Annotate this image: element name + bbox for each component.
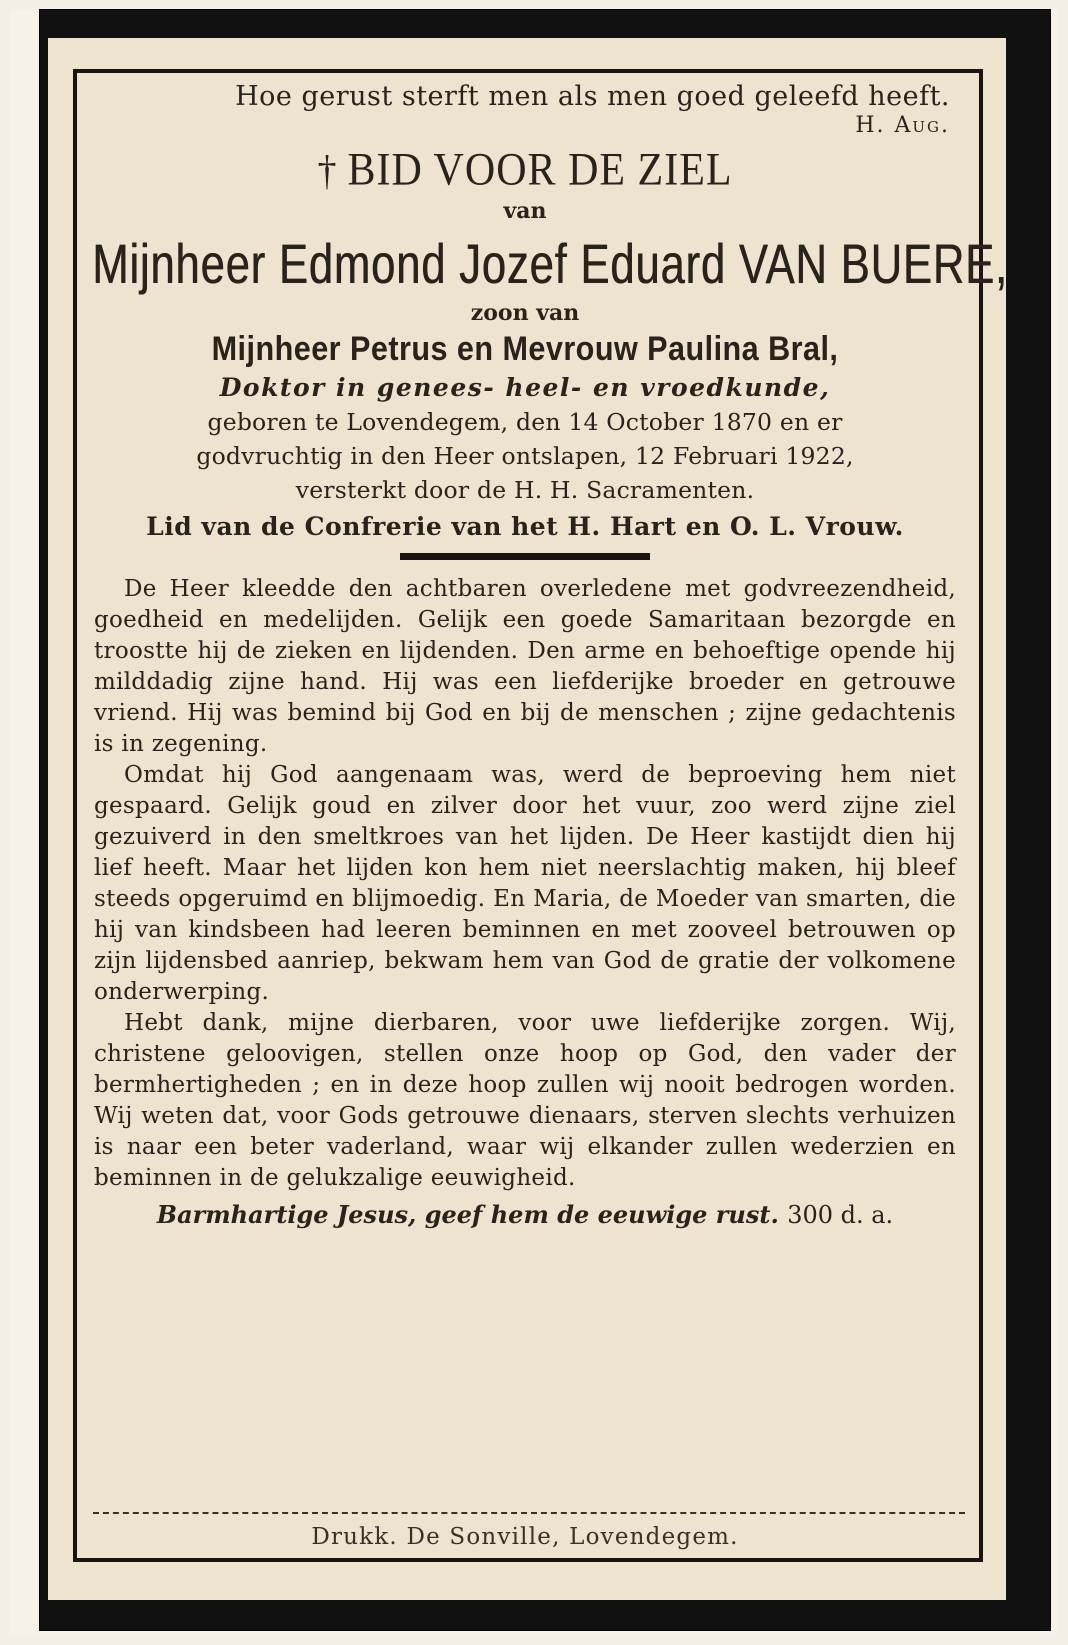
epigraph-quote: Hoe gerust sterft men als men goed geleefd heeft. <box>235 81 950 112</box>
prayer-heading <box>90 141 960 199</box>
paragraph-text: Omdat hij God aangenaam was, werd de beproeving hem niet gespaard. Gelijk goud en zilver door het vuur, zoo werd zijne ziel gezuiverd in den smeltkroes van het lijden. De Heer kastijdt dien hij lief heeft. Maar het lijden kon hem niet neerslachtig maken, hij bleef steeds opgeruimd en blijmoedig. En Maria, de Moeder van smarten, die hij van kindsbeen had leeren beminnen en met zooveel betrouwen op zijn lijdensbed aanriep, bekwam hem van God de gratie der volkomene onderwerping. <box>94 762 956 1005</box>
dashed-separator <box>93 1512 965 1514</box>
divider <box>400 553 650 560</box>
son-of: zoon van <box>470 300 580 326</box>
sacraments-line: versterkt door de H. H. Sacramenten. <box>295 476 755 504</box>
death-line: godvruchtig in den Heer ontslapen, 12 Februari 1922, <box>196 442 854 470</box>
parents-names: Mijnheer Petrus en Mevrouw Paulina Bral, <box>211 330 839 368</box>
paragraph-text: De Heer kleedde den achtbaren overledene met godvreezendheid, goedheid en medelijden. Gelijk een goede Samaritaan bezorgde en troostte hij de zieken en lijdenden. Den arme en behoeftige opende hij milddadig zijne hand. Hij was een liefderijke broeder en getrouwe vriend. Hij was bemind bij God en bij de menschen ; zijne gedachtenis is in zegening. <box>94 576 956 757</box>
prayer-text: Barmhartige Jesus, geef hem de eeuwige rust. <box>156 1200 779 1229</box>
paragraph-virtues <box>94 574 956 760</box>
paragraph-text: Hebt dank, mijne dierbaren, voor uwe liefderijke zorgen. Wij, christene geloovigen, stellen onze hoop op God, den vader der bermhertigheden ; en in deze hoop zullen wij nooit bedrogen worden. Wij weten dat, voor Gods getrouwe dienaars, sterven slechts verhuizen is naar een beter vaderland, waar wij elkander zullen wederzien en beminnen in de gelukzalige eeuwigheid. <box>94 1010 956 1191</box>
heading-van: van <box>503 198 547 224</box>
paragraph-thanks <box>94 1008 956 1194</box>
cross-icon: † <box>317 147 338 195</box>
card-content <box>90 80 1008 1232</box>
deceased-name: Mijnheer Edmond Jozef Eduard VAN BUERE, <box>92 232 1008 295</box>
heading-title: BID VOOR DE ZIEL <box>347 144 733 196</box>
profession: Doktor in genees- heel- en vroedkunde, <box>219 373 831 402</box>
printer-credit: Drukk. De Sonville, Lovendegem. <box>311 1524 739 1550</box>
paragraph-suffering <box>94 760 956 1008</box>
indulgence: 300 d. a. <box>787 1201 894 1229</box>
confraternity: Lid van de Confrerie van het H. Hart en O. L. Vrouw. <box>146 512 904 541</box>
birth-line: geboren te Lovendegem, den 14 October 1870 en er <box>207 408 843 436</box>
epigraph-source: H. Aug. <box>855 113 950 138</box>
closing-prayer <box>90 1198 960 1232</box>
